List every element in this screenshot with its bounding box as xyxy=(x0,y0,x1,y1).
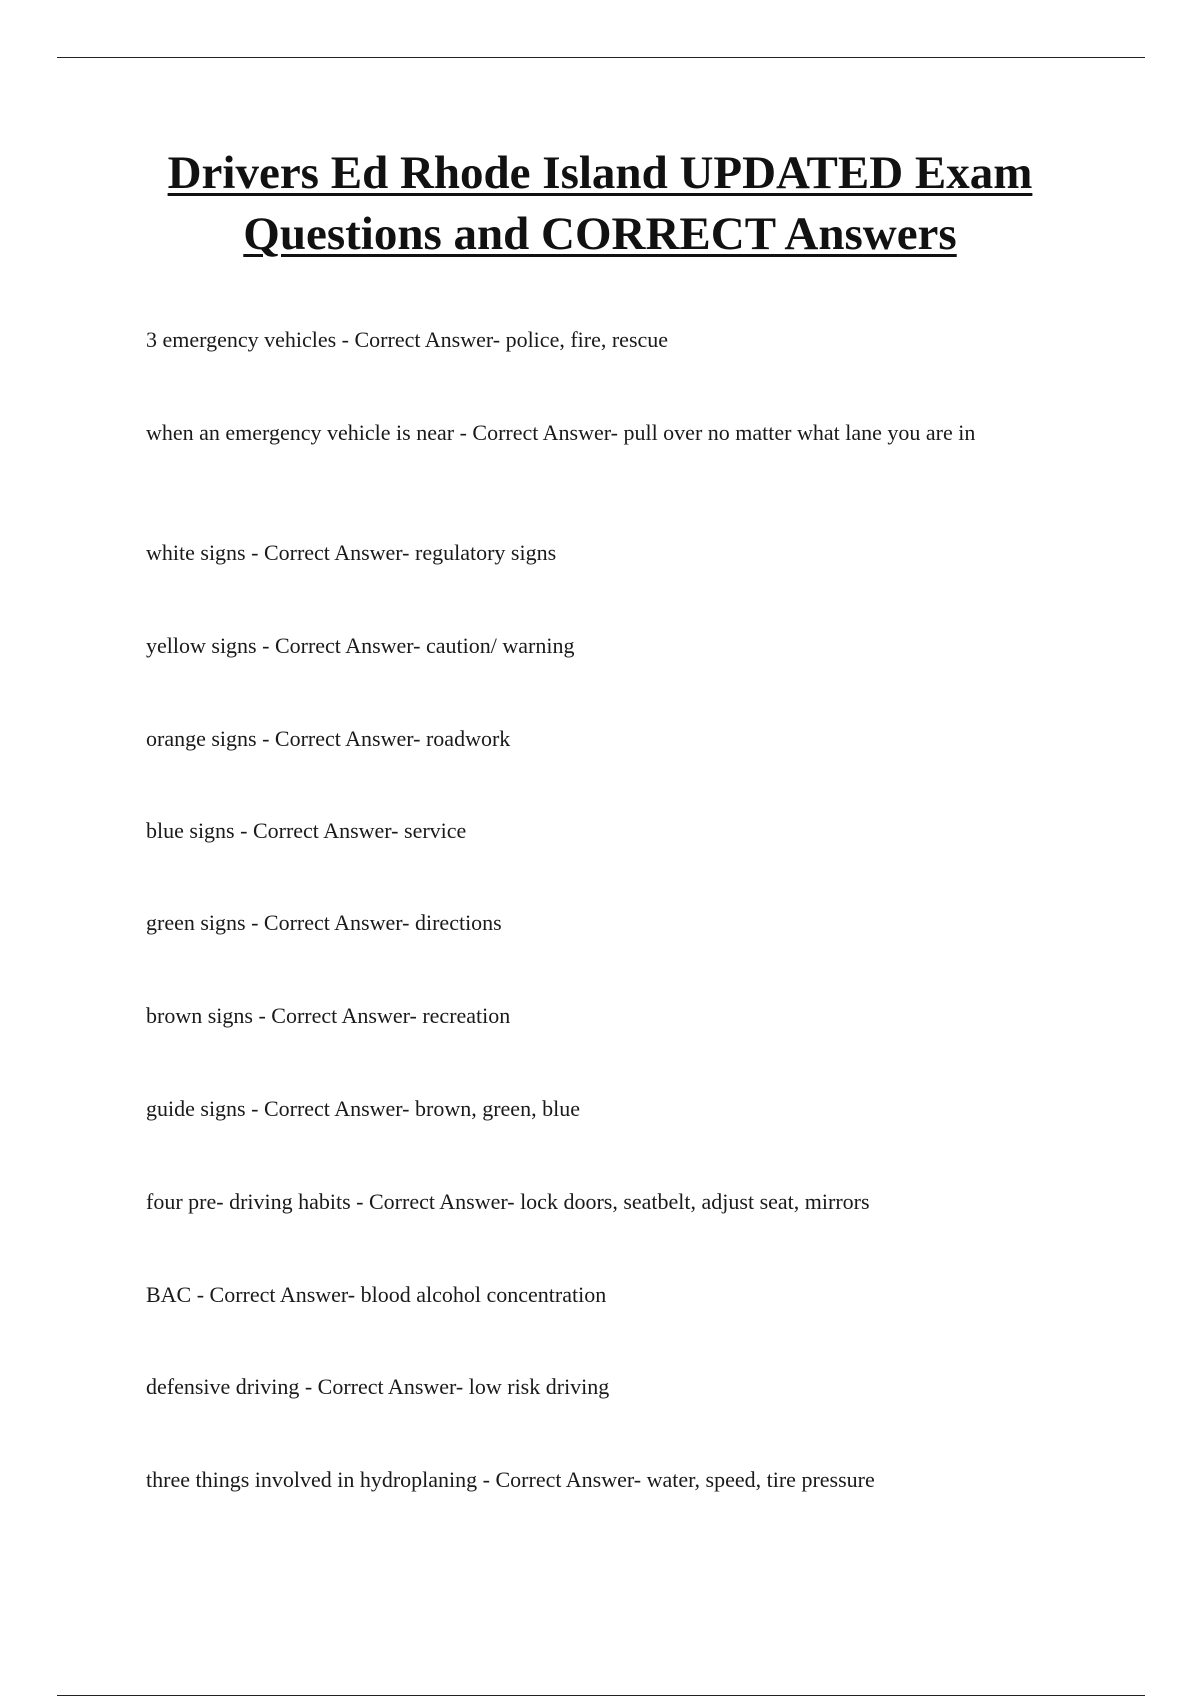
qa-item: white signs - Correct Answer- regulatory signs xyxy=(146,540,557,565)
page-title xyxy=(100,143,1100,265)
qa-item: brown signs - Correct Answer- recreation xyxy=(146,1003,511,1028)
qa-item: yellow signs - Correct Answer- caution/ warning xyxy=(146,633,575,658)
qa-item: BAC - Correct Answer- blood alcohol concentration xyxy=(146,1282,607,1307)
qa-item: 3 emergency vehicles - Correct Answer- police, fire, rescue xyxy=(146,327,669,352)
qa-item: four pre- driving habits - Correct Answer- lock doors, seatbelt, adjust seat, mirrors xyxy=(146,1189,870,1214)
page-title-line-2: Questions and CORRECT Answers xyxy=(243,208,957,260)
qa-item: blue signs - Correct Answer- service xyxy=(146,818,467,843)
qa-item: orange signs - Correct Answer- roadwork xyxy=(146,726,511,751)
qa-item: three things involved in hydroplaning - Correct Answer- water, speed, tire pressure xyxy=(146,1467,875,1492)
page-title-line-1: Drivers Ed Rhode Island UPDATED Exam xyxy=(167,147,1033,199)
qa-item: when an emergency vehicle is near - Correct Answer- pull over no matter what lane you are in xyxy=(146,420,976,445)
qa-item: green signs - Correct Answer- directions xyxy=(146,910,502,935)
header-rule xyxy=(57,57,1145,58)
qa-item: defensive driving - Correct Answer- low risk driving xyxy=(146,1374,610,1399)
qa-item: guide signs - Correct Answer- brown, green, blue xyxy=(146,1096,580,1121)
footer-rule xyxy=(57,1695,1145,1696)
